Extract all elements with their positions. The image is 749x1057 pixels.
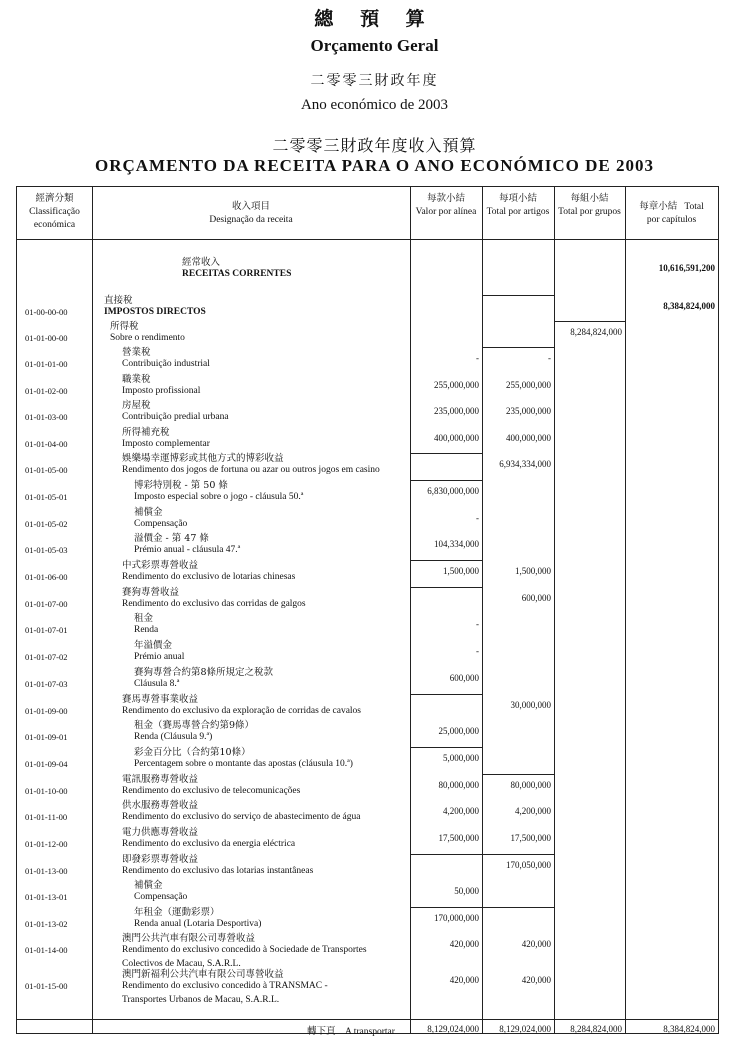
- row-desc-zh: 博彩特別稅 - 第 50 條: [134, 480, 228, 491]
- subtotal-rule: [410, 747, 482, 748]
- row-code: 01-01-05-00: [25, 465, 68, 475]
- row-code: 01-01-13-00: [25, 866, 68, 876]
- row-alinea: -: [476, 646, 479, 656]
- row-code: 01-01-00-00: [25, 333, 68, 343]
- subtotal-rule: [410, 560, 482, 561]
- row-code: 01-01-07-00: [25, 599, 68, 609]
- row-code: 01-01-07-02: [25, 652, 68, 662]
- subtotal-rule: [410, 587, 482, 588]
- row-grupos: 8,284,824,000: [570, 327, 622, 337]
- row-alinea: 104,334,000: [434, 539, 479, 549]
- row-code: 01-01-03-00: [25, 412, 68, 422]
- row-alinea: 170,000,000: [434, 913, 479, 923]
- row-alinea: 420,000: [449, 975, 479, 985]
- column-divider: [92, 187, 93, 1033]
- row-desc-zh: 澳門公共汽車有限公司專營收益: [122, 933, 256, 944]
- row-desc-zh: 直接稅: [104, 295, 133, 306]
- row-artigos: 1,500,000: [515, 566, 551, 576]
- row-desc-pt: Rendimento do exclusivo das lotarias instantâneas: [122, 866, 314, 876]
- footer-capitulos: 8,384,824,000: [663, 1024, 715, 1034]
- row-artigos: 80,000,000: [510, 780, 551, 790]
- row-desc-zh: 營業稅: [122, 347, 151, 358]
- subtotal-rule: [482, 347, 554, 348]
- row-code: 01-01-01-00: [25, 359, 68, 369]
- row-artigos: 235,000,000: [506, 406, 551, 416]
- footer-alinea: 8,129,024,000: [427, 1024, 479, 1034]
- row-desc-pt: Rendimento do exclusivo concedido à TRANSMAC -: [122, 981, 328, 991]
- subtitle-pt: ORÇAMENTO DA RECEITA PARA O ANO ECONÓMICO DE 2003: [94, 156, 655, 175]
- row-alinea: 25,000,000: [438, 726, 479, 736]
- year-pt: Ano económico de 2003: [300, 97, 449, 113]
- row-code: 01-01-06-00: [25, 572, 68, 582]
- row-code: 01-01-12-00: [25, 839, 68, 849]
- row-desc-pt: Rendimento do exclusivo de telecomunicações: [122, 786, 301, 796]
- row-artigos: 420,000: [521, 975, 551, 985]
- row-artigos: 4,200,000: [515, 806, 551, 816]
- row-alinea: 5,000,000: [443, 753, 479, 763]
- revenue-table: [16, 186, 719, 1037]
- row-alinea: 400,000,000: [434, 433, 479, 443]
- footer-artigos: 8,129,024,000: [499, 1024, 551, 1034]
- row-desc-zh: 賽狗專營合約第8條所規定之稅款: [134, 667, 274, 678]
- row-desc-zh: 彩金百分比（合約第10條）: [134, 747, 251, 758]
- row-desc-pt: Rendimento do exclusivo concedido à Sociedade de Transportes: [122, 945, 367, 955]
- row-code: 01-01-09-00: [25, 706, 68, 716]
- row-code: 01-01-09-01: [25, 732, 68, 742]
- row-desc-pt: Contribuição predial urbana: [122, 412, 229, 422]
- row-artigos: 400,000,000: [506, 433, 551, 443]
- row-code: 01-01-10-00: [25, 786, 68, 796]
- row-desc-zh: 年租金（運動彩票）: [134, 907, 220, 918]
- header-divider: [17, 239, 718, 240]
- subtotal-rule: [482, 907, 554, 908]
- row-alinea: 1,500,000: [443, 566, 479, 576]
- subtotal-rule: [410, 480, 482, 481]
- row-artigos: 420,000: [521, 939, 551, 949]
- row-artigos: 255,000,000: [506, 380, 551, 390]
- row-desc-pt: Imposto especial sobre o jogo - cláusula 50.ª: [134, 492, 304, 502]
- subtotal-rule: [554, 321, 626, 322]
- row-desc-pt: Imposto profissional: [122, 386, 201, 396]
- row-artigos: 30,000,000: [510, 700, 551, 710]
- row-code: 01-01-07-01: [25, 625, 68, 635]
- header-capitulos: 每章小結 Total por capítulos: [639, 202, 704, 225]
- row-alinea: 6,830,000,000: [427, 486, 479, 496]
- footer-divider: [17, 1019, 718, 1020]
- row-desc-pt: Sobre o rendimento: [110, 333, 185, 343]
- row-desc-pt-cont: Colectivos de Macau, S.A.R.L.: [122, 959, 241, 969]
- title-pt: Orçamento Geral: [310, 36, 439, 55]
- title-zh: 總 預 算: [314, 8, 435, 30]
- header-grupos: 每組小結 Total por grupos: [558, 194, 621, 217]
- row-artigos: 6,934,334,000: [499, 459, 551, 469]
- row-desc-zh: 電訊服務專營收益: [122, 774, 199, 785]
- row-alinea: -: [476, 513, 479, 523]
- row-desc-zh: 租金（賽馬專營合約第9條）: [134, 720, 255, 731]
- subtotal-rule: [482, 774, 554, 775]
- footer-grupos: 8,284,824,000: [570, 1024, 622, 1034]
- row-alinea: 600,000: [449, 673, 479, 683]
- header-classification: 經濟分類 Classificação económica: [29, 194, 80, 230]
- row-artigos: 170,050,000: [506, 860, 551, 870]
- row-desc-zh: 即發彩票專營收益: [122, 854, 199, 865]
- subtotal-rule: [482, 295, 554, 296]
- row-desc-pt: Compensação: [134, 892, 188, 902]
- year-zh: 二零零三財政年度: [310, 73, 439, 89]
- subtitle-zh: 二零零三財政年度收入預算: [272, 136, 477, 155]
- row-code: 01-01-05-03: [25, 545, 68, 555]
- row-desc-pt: Rendimento do exclusivo do serviço de abastecimento de água: [122, 812, 361, 822]
- row-code: 01-01-11-00: [25, 812, 68, 822]
- row-code: 01-01-09-04: [25, 759, 68, 769]
- subtotal-rule: [410, 453, 482, 454]
- row-desc-zh: 中式彩票專營收益: [122, 560, 199, 571]
- row-desc-zh: 澳門新福利公共汽車有限公司專營收益: [122, 969, 284, 980]
- row-desc-zh: 電力供應專營收益: [122, 827, 199, 838]
- row-code: 01-01-07-03: [25, 679, 68, 689]
- row-desc-pt: Percentagem sobre o montante das apostas (cláusula 10.ª): [134, 759, 353, 769]
- row-desc-zh: 所得稅: [110, 321, 139, 332]
- row-desc-pt: Rendimento dos jogos de fortuna ou azar ou outros jogos em casino: [122, 465, 380, 475]
- row-alinea: 50,000: [454, 886, 479, 896]
- row-alinea: 235,000,000: [434, 406, 479, 416]
- subtotal-rule: [410, 694, 482, 695]
- footer-label: 轉下頁 A transportar: [307, 1027, 395, 1037]
- row-desc-pt: Renda anual (Lotaria Desportiva): [134, 919, 262, 929]
- row-desc-pt: Prémio anual - cláusula 47.ª: [134, 545, 241, 555]
- row-desc-pt: Renda: [134, 625, 159, 635]
- row-desc-pt: Rendimento do exclusivo das corridas de galgos: [122, 599, 306, 609]
- row-capitulos: 8,384,824,000: [663, 301, 715, 311]
- row-alinea: 420,000: [449, 939, 479, 949]
- row-desc-zh: 賽狗專營收益: [122, 587, 180, 598]
- row-alinea: -: [476, 619, 479, 629]
- row-desc-pt-cont: Transportes Urbanos de Macau, S.A.R.L.: [122, 995, 280, 1005]
- row-desc-zh: 職業稅: [122, 374, 151, 385]
- row-alinea: 17,500,000: [438, 833, 479, 843]
- row-code: 01-00-00-00: [25, 307, 68, 317]
- row-desc-pt: Cláusula 8.ª: [134, 679, 180, 689]
- column-divider: [625, 187, 626, 1033]
- row-code: 01-01-13-01: [25, 892, 68, 902]
- row-desc-pt: Rendimento do exclusivo de lotarias chinesas: [122, 572, 296, 582]
- row-code: 01-01-13-02: [25, 919, 68, 929]
- header-alinea: 每款小結 Valor por alínea: [415, 194, 477, 217]
- row-desc-pt: IMPOSTOS DIRECTOS: [104, 307, 206, 317]
- row-artigos: -: [548, 353, 551, 363]
- row-code: 01-01-05-02: [25, 519, 68, 529]
- row-desc-zh: 供水服務專營收益: [122, 800, 199, 811]
- header-designation: 收入項目 Designação da receita: [209, 202, 293, 225]
- row-capitulos: 10,616,591,200: [658, 263, 715, 273]
- row-artigos: 17,500,000: [510, 833, 551, 843]
- row-artigos: 600,000: [521, 593, 551, 603]
- row-desc-zh: 賽馬專營事業收益: [122, 694, 199, 705]
- row-desc-zh: 年溢價金: [134, 640, 173, 651]
- row-desc-pt: Rendimento do exclusivo da energia eléctrica: [122, 839, 296, 849]
- row-code: 01-01-15-00: [25, 981, 68, 991]
- row-desc-zh: 房屋稅: [122, 400, 151, 411]
- row-alinea: 255,000,000: [434, 380, 479, 390]
- row-desc-pt: Imposto complementar: [122, 439, 210, 449]
- row-desc-zh: 補償金: [134, 880, 163, 891]
- row-code: 01-01-05-01: [25, 492, 68, 502]
- row-desc-pt: Rendimento do exclusivo da exploração de corridas de cavalos: [122, 706, 361, 716]
- row-desc-zh: 所得補充稅: [122, 427, 170, 438]
- row-desc-pt: Renda (Cláusula 9.ª): [134, 732, 213, 742]
- row-alinea: 4,200,000: [443, 806, 479, 816]
- column-divider: [554, 187, 555, 1033]
- row-desc-pt: Contribuição industrial: [122, 359, 210, 369]
- subtotal-rule: [410, 907, 482, 908]
- row-desc-zh: 溢價金 - 第 47 條: [134, 533, 209, 544]
- row-code: 01-01-02-00: [25, 386, 68, 396]
- row-desc-pt: RECEITAS CORRENTES: [182, 269, 292, 279]
- header-artigos: 每項小結 Total por artigos: [486, 194, 550, 217]
- row-desc-zh: 租金: [134, 613, 154, 624]
- row-desc-zh: 娛樂場幸運博彩或其他方式的博彩收益: [122, 453, 284, 464]
- subtotal-rule: [410, 854, 482, 855]
- subtotal-rule: [482, 854, 554, 855]
- row-desc-pt: Compensação: [134, 519, 188, 529]
- row-alinea: 80,000,000: [438, 780, 479, 790]
- row-desc-zh: 補償金: [134, 507, 163, 518]
- row-alinea: -: [476, 353, 479, 363]
- row-desc-zh: 經常收入: [182, 257, 221, 268]
- row-desc-pt: Prémio anual: [134, 652, 185, 662]
- row-code: 01-01-14-00: [25, 945, 68, 955]
- row-code: 01-01-04-00: [25, 439, 68, 449]
